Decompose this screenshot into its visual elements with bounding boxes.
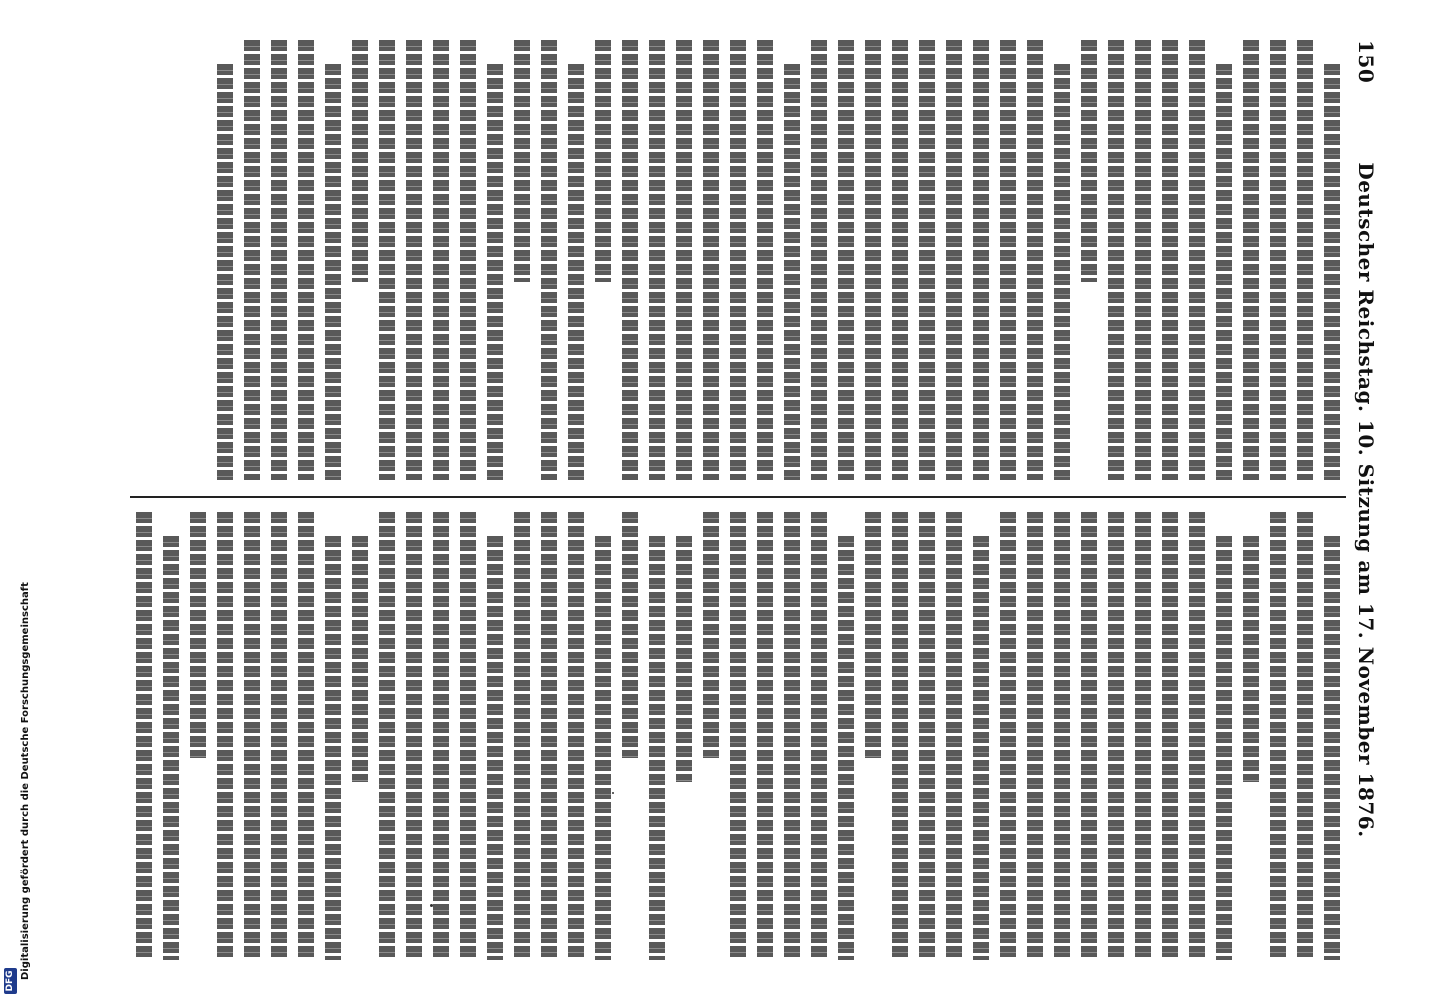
credit-text: Digitalisierung gefördert durch die Deutsche Forschungsgemeinschaft bbox=[20, 582, 31, 980]
illegible-text-line bbox=[244, 40, 260, 480]
illegible-text-line bbox=[541, 40, 557, 480]
illegible-text-line bbox=[325, 536, 341, 960]
illegible-text-line bbox=[892, 512, 908, 960]
illegible-text-line bbox=[649, 40, 665, 480]
illegible-text-line bbox=[1216, 536, 1232, 960]
illegible-text-line bbox=[919, 512, 935, 960]
paragraph-placeholder bbox=[352, 512, 368, 960]
illegible-text-line bbox=[1270, 40, 1286, 480]
column-right bbox=[120, 512, 1340, 960]
paragraph-placeholder bbox=[1243, 512, 1259, 960]
illegible-text-line bbox=[1189, 40, 1205, 480]
illegible-text-line bbox=[1243, 536, 1259, 782]
illegible-text-line bbox=[1135, 512, 1151, 960]
illegible-text-line bbox=[433, 40, 449, 480]
illegible-text-line bbox=[595, 536, 611, 960]
running-head bbox=[1350, 40, 1378, 960]
paragraph-placeholder bbox=[1270, 512, 1340, 960]
illegible-text-line bbox=[487, 64, 503, 480]
illegible-text-line bbox=[811, 512, 827, 960]
illegible-text-line bbox=[811, 40, 827, 480]
illegible-text-line bbox=[1108, 512, 1124, 960]
page-number: 150 bbox=[1354, 40, 1378, 84]
paragraph-placeholder bbox=[352, 40, 503, 480]
illegible-text-line bbox=[973, 536, 989, 960]
paragraph-placeholder bbox=[865, 512, 989, 960]
illegible-text-line bbox=[595, 40, 611, 282]
paragraph-placeholder bbox=[514, 512, 611, 960]
illegible-text-line bbox=[460, 40, 476, 480]
illegible-text-line bbox=[1243, 40, 1259, 480]
illegible-text-line bbox=[1297, 40, 1313, 480]
illegible-text-line bbox=[190, 512, 206, 758]
illegible-text-line bbox=[217, 512, 233, 960]
paragraph-placeholder bbox=[244, 40, 341, 480]
digitization-credit bbox=[4, 582, 31, 1000]
illegible-text-line bbox=[1216, 64, 1232, 480]
column-left bbox=[120, 40, 1340, 480]
illegible-text-line bbox=[1162, 512, 1178, 960]
illegible-text-line bbox=[946, 40, 962, 480]
illegible-text-line bbox=[919, 40, 935, 480]
illegible-text-line bbox=[271, 512, 287, 960]
paragraph-placeholder bbox=[1081, 40, 1232, 480]
illegible-text-line bbox=[892, 40, 908, 480]
scan-speck bbox=[430, 904, 433, 907]
illegible-text-line bbox=[433, 512, 449, 960]
illegible-text-line bbox=[406, 40, 422, 480]
illegible-text-line bbox=[568, 512, 584, 960]
illegible-text-line bbox=[649, 536, 665, 960]
illegible-text-line bbox=[1081, 512, 1097, 960]
illegible-text-line bbox=[1027, 40, 1043, 480]
paragraph-placeholder bbox=[514, 40, 584, 480]
illegible-text-line bbox=[460, 512, 476, 960]
illegible-text-line bbox=[676, 536, 692, 782]
illegible-text-line bbox=[1324, 64, 1340, 480]
paragraph-placeholder bbox=[190, 512, 341, 960]
illegible-text-line bbox=[1000, 512, 1016, 960]
illegible-text-line bbox=[217, 64, 233, 480]
illegible-text-line bbox=[1108, 40, 1124, 480]
illegible-text-line bbox=[838, 536, 854, 960]
paragraph-placeholder bbox=[811, 40, 1070, 480]
illegible-text-line bbox=[1027, 512, 1043, 960]
illegible-text-line bbox=[676, 40, 692, 480]
illegible-text-line bbox=[298, 512, 314, 960]
scanned-page bbox=[100, 0, 1416, 1000]
illegible-text-line bbox=[406, 512, 422, 960]
paragraph-placeholder bbox=[595, 40, 800, 480]
illegible-text-line bbox=[1270, 512, 1286, 960]
illegible-text-line bbox=[541, 512, 557, 960]
paragraph-placeholder bbox=[217, 40, 233, 480]
illegible-text-line bbox=[487, 536, 503, 960]
paragraph-placeholder bbox=[136, 512, 179, 960]
illegible-text-line bbox=[973, 40, 989, 480]
illegible-text-line bbox=[379, 40, 395, 480]
illegible-text-line bbox=[163, 536, 179, 960]
illegible-text-line bbox=[379, 512, 395, 960]
dfg-logo-text: DFG bbox=[5, 970, 15, 992]
illegible-text-line bbox=[757, 512, 773, 960]
illegible-text-line bbox=[622, 40, 638, 480]
running-title: Deutscher Reichstag. 10. Sitzung am 17. November 1876. bbox=[1354, 162, 1378, 838]
illegible-text-line bbox=[271, 40, 287, 480]
scan-speck bbox=[612, 792, 614, 794]
illegible-text-line bbox=[136, 512, 152, 960]
illegible-text-line bbox=[1297, 512, 1313, 960]
illegible-text-line bbox=[784, 512, 800, 960]
illegible-text-line bbox=[622, 512, 638, 758]
illegible-text-line bbox=[298, 40, 314, 480]
paragraph-placeholder bbox=[1243, 40, 1340, 480]
dfg-logo bbox=[4, 968, 17, 994]
illegible-text-line bbox=[568, 64, 584, 480]
illegible-text-line bbox=[838, 40, 854, 480]
illegible-text-line bbox=[865, 512, 881, 758]
illegible-text-line bbox=[352, 536, 368, 782]
paragraph-placeholder bbox=[703, 512, 854, 960]
illegible-text-line bbox=[730, 512, 746, 960]
illegible-text-line bbox=[784, 64, 800, 480]
illegible-text-line bbox=[865, 40, 881, 480]
illegible-text-line bbox=[703, 40, 719, 480]
illegible-text-line bbox=[1054, 64, 1070, 480]
illegible-text-line bbox=[1189, 512, 1205, 960]
illegible-text-line bbox=[703, 512, 719, 758]
illegible-text-line bbox=[1324, 536, 1340, 960]
column-divider bbox=[130, 496, 1346, 498]
illegible-text-line bbox=[1162, 40, 1178, 480]
illegible-text-line bbox=[325, 64, 341, 480]
paragraph-placeholder bbox=[379, 512, 503, 960]
illegible-text-line bbox=[1054, 512, 1070, 960]
illegible-text-line bbox=[1135, 40, 1151, 480]
illegible-text-line bbox=[514, 512, 530, 960]
illegible-text-line bbox=[514, 40, 530, 282]
illegible-text-line bbox=[730, 40, 746, 480]
illegible-text-line bbox=[1081, 40, 1097, 282]
paragraph-placeholder bbox=[622, 512, 665, 960]
illegible-text-line bbox=[352, 40, 368, 282]
illegible-text-line bbox=[1000, 40, 1016, 480]
paragraph-placeholder bbox=[676, 512, 692, 960]
illegible-text-line bbox=[244, 512, 260, 960]
paragraph-placeholder bbox=[1000, 512, 1232, 960]
illegible-text-line bbox=[946, 512, 962, 960]
illegible-text-line bbox=[757, 40, 773, 480]
